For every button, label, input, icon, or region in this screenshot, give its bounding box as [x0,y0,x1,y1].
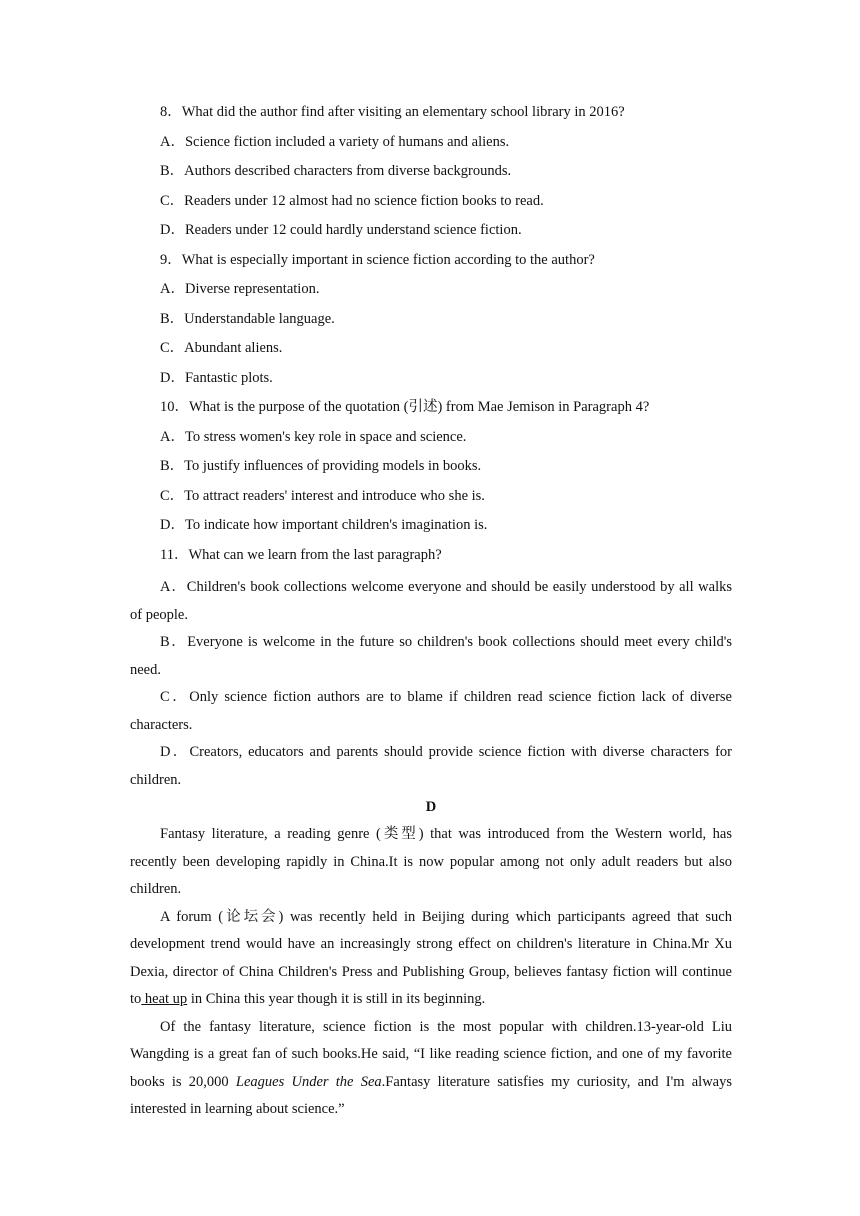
passage-paragraph-1: Fantasy literature, a reading genre (类型) that was introduced from the Western world, has recently been developing rapidly in China.It is now popular among not only adult readers but also children. [130,826,732,897]
question-11-option-a: A．Children's book collections welcome everyone and should be easily understood by all walks of people. [130,579,732,623]
passage-paragraph-2-text: A forum (论坛会) was recently held in Beijing during which participants agreed that such development trend would have an increasingly strong effect on children's literature in China.Mr Xu Dexia, director of China Children's Press and Publishing Group, believes fantasy fiction will continue to [130,908,732,1007]
passage-paragraph-3-text: Of the fantasy literature, science fiction is the most popular with children.13-year-old Liu Wangding is a great fan of such books.He said, “I like reading science fiction, and one of my favorite books is 20,000 [130,1018,732,1090]
question-9-option-d: D．Fantastic plots. [160,369,273,386]
underlined-phrase: heat up [141,991,188,1007]
question-8-option-a: A．Science fiction included a variety of humans and aliens. [160,133,510,150]
question-9-stem: 9．What is especially important in science fiction according to the author? [160,251,595,268]
question-8-option-b: B．Authors described characters from diverse backgrounds. [160,163,512,179]
question-9-option-c: C．Abundant aliens. [160,340,283,356]
question-11-option-b: B．Everyone is welcome in the future so children's book collections should meet every child's need. [130,634,732,678]
section-heading: D [425,799,437,815]
question-10-stem: 10．What is the purpose of the quotation (引述) from Mae Jemison in Paragraph 4? [160,399,650,415]
question-11-stem: 11．What can we learn from the last paragraph? [160,546,442,563]
document-page [130,102,732,1124]
passage-paragraph-2-tail: in China this year though it is still in its beginning. [187,991,486,1007]
question-10-option-a: A．To stress women's key role in space and science. [160,428,467,445]
question-9-option-a: A．Diverse representation. [160,281,320,297]
question-10-option-d: D．To indicate how important children's imagination is. [160,517,488,533]
passage-paragraph-2 [130,904,732,1014]
question-8-stem: 8．What did the author find after visiting an elementary school library in 2016? [160,104,625,120]
question-10-option-b: B．To justify influences of providing models in books. [160,458,482,474]
question-9-option-b: B．Understandable language. [160,310,335,327]
question-11-option-d: D．Creators, educators and parents should provide science fiction with diverse characters for children. [130,744,732,788]
question-11-option-c: C．Only science fiction authors are to blame if children read science fiction lack of diverse characters. [130,689,732,733]
passage-paragraph-3-tail: .Fantasy literature satisfies my curiosity, and I'm always interested in learning about science.” [130,1073,732,1117]
book-title: Leagues Under the Sea [235,1073,382,1090]
question-8-option-c: C．Readers under 12 almost had no science fiction books to read. [160,192,544,209]
question-10-option-c: C．To attract readers' interest and introduce who she is. [160,487,485,504]
passage-paragraph-3 [130,1014,732,1124]
question-8-option-d: D．Readers under 12 could hardly understand science fiction. [160,222,522,238]
